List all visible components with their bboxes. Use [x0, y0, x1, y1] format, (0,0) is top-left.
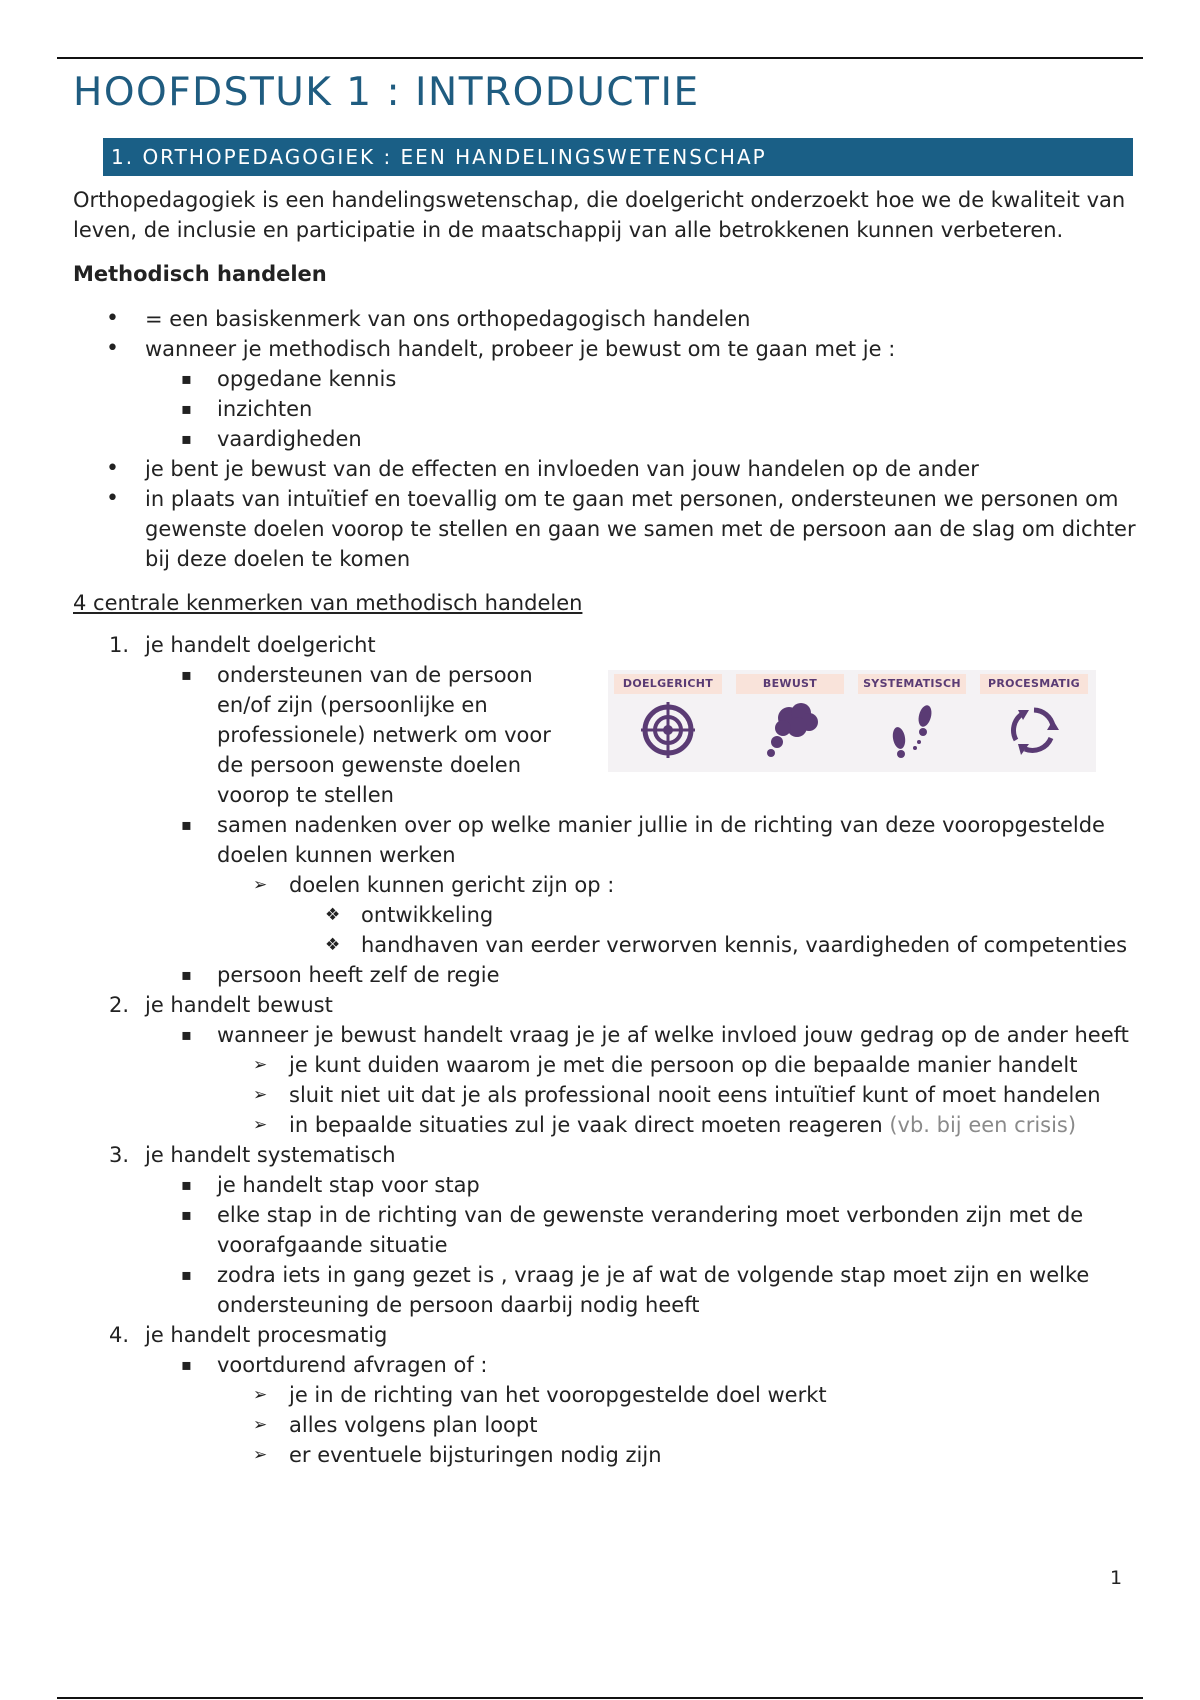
pictogram-label: BEWUST — [736, 674, 844, 694]
pictogram-systematisch — [858, 674, 966, 768]
methodisch-list — [73, 304, 1138, 574]
list-item: ➢ alles volgens plan loopt — [217, 1410, 1138, 1440]
kenmerken-pictograms — [608, 670, 1096, 772]
sublist — [145, 364, 1138, 454]
document-body — [73, 185, 1138, 1470]
thought-cloud-icon — [763, 700, 823, 760]
footsteps-icon — [885, 700, 941, 760]
kenmerken-heading: 4 centrale kenmerken van methodisch handelen — [73, 591, 583, 615]
pictogram-procesmatig — [980, 674, 1088, 768]
list-item: • = een basiskenmerk van ons orthopedagogisch handelen — [73, 304, 1138, 334]
pictogram-label: DOELGERICHT — [614, 674, 722, 694]
section-heading-bar: 1. ORTHOPEDAGOGIEK : EEN HANDELINGSWETENSCHAP — [103, 138, 1133, 176]
list-item: ❖ handhaven van eerder verworven kennis, vaardigheden of competenties — [289, 930, 1138, 960]
list-item: ➢ sluit niet uit dat je als professional nooit eens intuïtief kunt of moet handelen — [217, 1080, 1138, 1110]
list-item: ▪ samen nadenken over op welke manier jullie in de richting van deze vooropgestelde doelen kunnen werken — [145, 810, 1138, 870]
list-item: ➢ in bepaalde situaties zul je vaak direct moeten reageren (vb. bij een crisis) — [217, 1110, 1138, 1140]
sublist — [217, 1050, 1138, 1140]
example-note: (vb. bij een crisis) — [889, 1113, 1077, 1137]
list-item: • in plaats van intuïtief en toevallig om te gaan met personen, ondersteunen we personen om gewenste doelen voorop te stellen en gaan we samen met de persoon aan de slag om dichter bij deze doelen te komen — [73, 484, 1138, 574]
sublist — [289, 900, 1138, 960]
cycle-arrows-icon — [1007, 700, 1061, 760]
sublist — [145, 1170, 1138, 1320]
list-item: ▪ vaardigheden — [145, 424, 1138, 454]
list-item: ❖ ontwikkeling — [289, 900, 1138, 930]
list-item: ▪ wanneer je bewust handelt vraag je je af welke invloed jouw gedrag op de ander heeft ➢ je kunt duiden waarom je met die persoon op die bepaalde manier handelt ➢ sluit niet uit dat je als professional nooit eens intuïtief kunt of moet handelen ➢ in bepaalde situaties zul je vaak direct moeten reageren (vb. bij een crisis) — [145, 1020, 1138, 1140]
list-item: ▪ persoon heeft zelf de regie — [145, 960, 1138, 990]
list-item: ▪ elke stap in de richting van de gewenste verandering moet verbonden zijn met de voorafgaande situatie — [145, 1200, 1138, 1260]
pictogram-bewust — [736, 674, 844, 768]
list-item: • wanneer je methodisch handelt, probeer je bewust om te gaan met je : ▪ opgedane kennis ▪ inzichten ▪ vaardigheden — [73, 334, 1138, 454]
list-item: 2. je handelt bewust ▪ wanneer je bewust handelt vraag je je af welke invloed jouw gedrag op de ander heeft ➢ je kunt duiden waarom je met die persoon op die bepaalde manier handelt ➢ sluit niet uit dat je als professional nooit eens intuïtief kunt of moet handelen ➢ in bepaalde situaties zul je vaak direct moeten reageren (vb. bij een crisis) — [73, 990, 1138, 1140]
chapter-title: HOOFDSTUK 1 : INTRODUCTIE — [73, 70, 700, 115]
list-item: ➢ doelen kunnen gericht zijn op : ❖ ontwikkeling ❖ handhaven van eerder verworven kennis, vaardigheden of competenties — [217, 870, 1138, 960]
list-item: • je bent je bewust van de effecten en invloeden van jouw handelen op de ander — [73, 454, 1138, 484]
sublist — [217, 1380, 1138, 1470]
list-item: 3. je handelt systematisch ▪ je handelt stap voor stap ▪ elke stap in de richting van de gewenste verandering moet verbonden zijn met de voorafgaande situatie ▪ zodra iets in gang gezet is , vraag je je af wat de volgende stap moet zijn en welke ondersteuning de persoon daarbij nodig heeft — [73, 1140, 1138, 1320]
list-item: ▪ opgedane kennis — [145, 364, 1138, 394]
sublist — [145, 960, 1138, 990]
pictogram-label: PROCESMATIG — [980, 674, 1088, 694]
list-item: ➢ je kunt duiden waarom je met die persoon op die bepaalde manier handelt — [217, 1050, 1138, 1080]
pictogram-label: SYSTEMATISCH — [858, 674, 966, 694]
list-item: ▪ ondersteunen van de persoon en/of zijn (persoonlijke en professionele) netwerk om voor de persoon gewenste doelen voorop te stellen — [145, 660, 1138, 810]
list-item: 1. je handelt doelgericht ▪ ondersteunen van de persoon en/of zijn (persoonlijke en professionele) netwerk om voor de persoon gewenste doelen voorop te stellen ▪ samen nadenken over op welke manier jullie in de richting van deze vooropgestelde doelen kunnen werken ➢ doelen kunnen gericht zijn op : ❖ ontwikkeling ❖ handhaven van eerder verworven kennis, vaardigheden of competenties ▪ persoon heeft zelf de regie — [73, 630, 1138, 990]
sublist — [217, 870, 1138, 960]
sublist — [145, 1350, 1138, 1470]
list-item: ▪ inzichten — [145, 394, 1138, 424]
top-rule — [57, 57, 1143, 59]
list-item: ➢ er eventuele bijsturingen nodig zijn — [217, 1440, 1138, 1470]
methodisch-heading: Methodisch handelen — [73, 262, 327, 286]
list-item: ➢ je in de richting van het vooropgestelde doel werkt — [217, 1380, 1138, 1410]
target-icon — [641, 700, 695, 760]
list-item: ▪ je handelt stap voor stap — [145, 1170, 1138, 1200]
pictogram-doelgericht — [614, 674, 722, 768]
list-item: ▪ voortdurend afvragen of : ➢ je in de richting van het vooropgestelde doel werkt ➢ alles volgens plan loopt ➢ er eventuele bijsturingen nodig zijn — [145, 1350, 1138, 1470]
list-item: ▪ zodra iets in gang gezet is , vraag je je af wat de volgende stap moet zijn en welke ondersteuning de persoon daarbij nodig heeft — [145, 1260, 1138, 1320]
page-number: 1 — [1110, 1567, 1123, 1589]
list-item: 4. je handelt procesmatig ▪ voortdurend afvragen of : ➢ je in de richting van het vooropgestelde doel werkt ➢ alles volgens plan loopt ➢ er eventuele bijsturingen nodig zijn — [73, 1320, 1138, 1470]
sublist — [145, 1020, 1138, 1140]
bottom-rule — [57, 1697, 1143, 1699]
intro-paragraph: Orthopedagogiek is een handelingswetenschap, die doelgericht onderzoekt hoe we de kwaliteit van leven, de inclusie en participatie in de maatschappij van alle betrokkenen kunnen verbeteren. — [73, 188, 1126, 242]
